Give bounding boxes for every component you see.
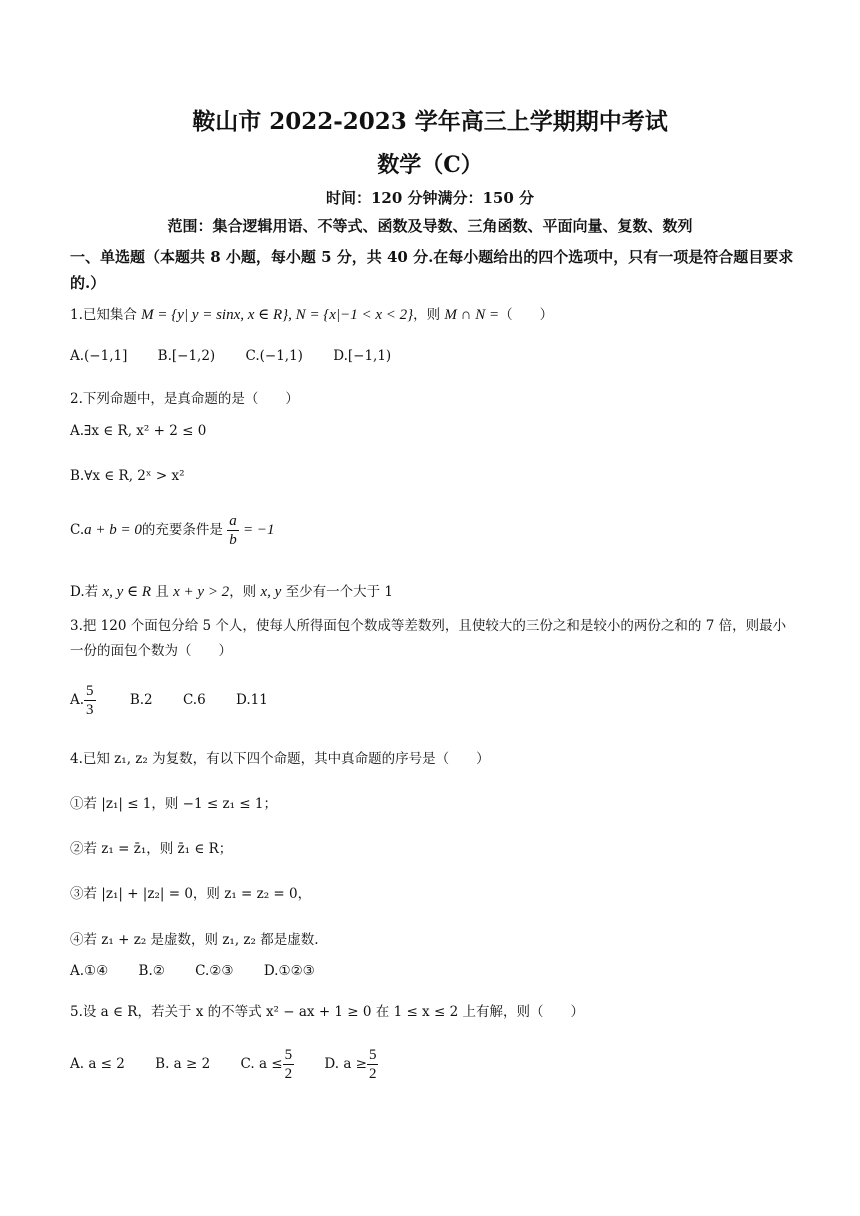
exam-subject: 数学（C） xyxy=(377,152,483,178)
q1-stem-mid: ，则 xyxy=(413,307,445,323)
section-heading: 一、单选题（本题共 8 小题，每小题 5 分，共 40 分.在每小题给出的四个选项中，只有一项是符合题目要求的.） xyxy=(70,248,794,292)
q2-option-d-mid2: ，则 xyxy=(229,584,261,600)
q1-option-c: C.(−1,1) xyxy=(245,348,303,364)
fraction-numerator: a xyxy=(229,513,237,529)
q2-option-c-fraction xyxy=(227,512,239,549)
q2-option-d-mid1: 且 xyxy=(151,584,174,600)
fraction-numerator: 5 xyxy=(368,1047,377,1063)
q2-option-c-mid: 的充要条件是 xyxy=(141,522,223,538)
q5-stem: 5.设 a ∈ R，若关于 x 的不等式 x² − ax + 1 ≥ 0 在 1 ≤ x ≤ 2 上有解，则（ ） xyxy=(70,1004,584,1020)
q2-option-d xyxy=(70,580,393,601)
q3-option-d: D.11 xyxy=(235,692,268,708)
q5-option-d-fraction xyxy=(367,1046,379,1083)
q4-proposition-4: ④若 z₁ + z₂ 是虚数，则 z₁, z₂ 都是虚数. xyxy=(70,932,319,948)
q4-option-c: C.②③ xyxy=(195,963,234,979)
q3-option-a-fraction xyxy=(84,682,96,719)
q2-option-c-prefix: C. xyxy=(70,522,85,538)
q1-option-b: B.[−1,2) xyxy=(157,348,216,364)
q3-option-c: C.6 xyxy=(182,692,206,708)
q4-proposition-3: ③若 |z₁| + |z₂| = 0，则 z₁ = z₂ = 0， xyxy=(70,886,312,902)
q2-option-c xyxy=(70,512,274,549)
q2-option-d-math1: x, y ∈ R xyxy=(102,584,152,600)
q3-stem: 3.把 120 个面包分给 5 个人，使每人所得面包个数成等差数列，且使较大的三份之和是较小的两份之和的 7 倍，则最小一份的面包个数为（ ） xyxy=(70,618,787,659)
exam-title: 鞍山市 2022-2023 学年高三上学期期中考试 xyxy=(192,108,668,135)
q1-stem-prefix: 1.已知集合 xyxy=(70,307,142,323)
fraction-denominator: 2 xyxy=(368,1066,377,1082)
q2-option-d-math2: x + y > 2 xyxy=(173,584,230,600)
q4-option-a: A.①④ xyxy=(70,963,109,979)
q2-option-a: A.∃x ∈ R, x² + 2 ≤ 0 xyxy=(70,423,207,439)
q1-stem xyxy=(70,303,553,324)
q5-option-c xyxy=(241,1046,295,1083)
q2-option-c-tail: = −1 xyxy=(242,522,275,538)
q2-option-d-math3: x, y xyxy=(260,584,282,600)
exam-scope: 范围：集合逻辑用语、不等式、函数及导数、三角函数、平面向量、复数、数列 xyxy=(167,217,693,235)
q2-option-d-prefix: D.若 xyxy=(70,584,103,600)
q3-options xyxy=(70,682,294,719)
q2-option-c-math: a + b = 0 xyxy=(84,522,142,538)
q5-option-c-prefix: C. a ≤ xyxy=(240,1056,283,1072)
q5-option-c-fraction xyxy=(283,1046,295,1083)
q4-proposition-1: ①若 |z₁| ≤ 1，则 −1 ≤ z₁ ≤ 1； xyxy=(70,796,277,812)
exam-time: 时间：120 分钟满分：150 分 xyxy=(325,189,535,207)
q2-option-b: B.∀x ∈ R, 2ˣ > x² xyxy=(70,468,185,484)
q4-options xyxy=(70,963,341,979)
q5-option-b: B. a ≥ 2 xyxy=(155,1056,211,1072)
fraction-denominator: 2 xyxy=(284,1066,293,1082)
q2-option-d-tail: 至少有一个大于 1 xyxy=(281,584,393,600)
q4-proposition-2: ②若 z₁ = z̄₁，则 z̄₁ ∈ R； xyxy=(70,841,233,857)
q1-stem-suffix: （ ） xyxy=(499,307,554,323)
q4-option-b: B.② xyxy=(138,963,165,979)
q1-stem-math2: M ∩ N = xyxy=(444,307,500,323)
q5-options xyxy=(70,1046,404,1083)
fraction-numerator: 5 xyxy=(86,683,94,699)
q4-option-d: D.①②③ xyxy=(263,963,315,979)
q5-option-d-prefix: D. a ≥ xyxy=(324,1056,367,1072)
q2-stem: 2.下列命题中，是真命题的是（ ） xyxy=(70,391,299,407)
q1-option-a: A.(−1,1] xyxy=(70,348,128,364)
fraction-denominator: 3 xyxy=(86,702,94,718)
fraction-denominator: b xyxy=(229,532,237,548)
q3-option-b: B.2 xyxy=(129,692,153,708)
q5-option-a: A. a ≤ 2 xyxy=(70,1056,125,1072)
q3-option-a-prefix: A. xyxy=(70,692,85,708)
q1-option-d: D.[−1,1) xyxy=(333,348,392,364)
q5-option-d xyxy=(324,1046,378,1083)
fraction-numerator: 5 xyxy=(284,1047,293,1063)
q4-stem: 4.已知 z₁, z₂ 为复数，有以下四个命题，其中真命题的序号是（ ） xyxy=(70,751,490,767)
q1-options xyxy=(70,348,417,364)
q1-stem-math: M = {y| y = sinx, x ∈ R}, N = {x|−1 < x < 2} xyxy=(141,307,414,323)
